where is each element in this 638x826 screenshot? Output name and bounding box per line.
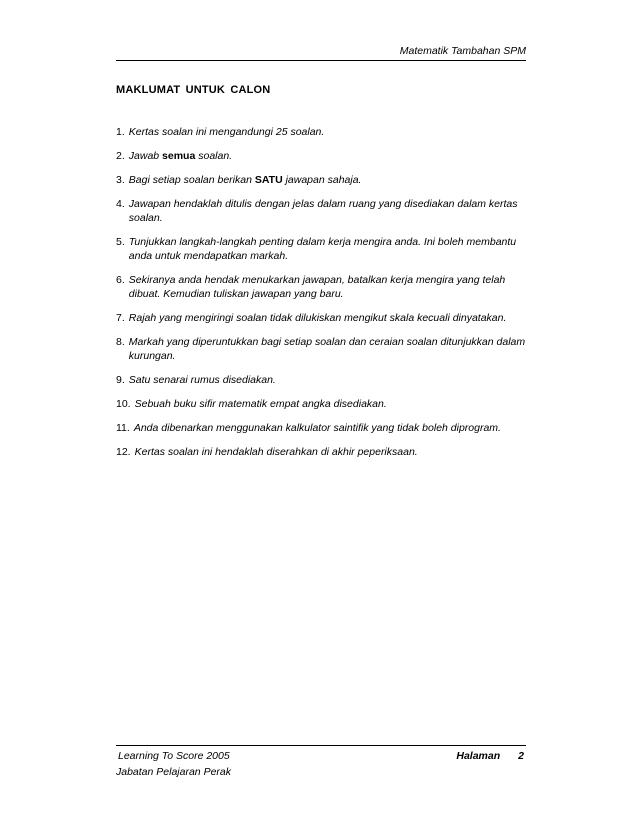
page-footer (116, 745, 526, 778)
item-number: 7. (116, 312, 125, 324)
item-text: Bagi setiap soalan berikan SATU jawapan sahaja. (128, 174, 362, 186)
list-item (116, 235, 526, 263)
item-text: Tunjukkan langkah-langkah penting dalam kerja mengira anda. Ini boleh membantu anda untuk mendapatkan markah. (128, 236, 517, 262)
item-number: 9. (116, 374, 125, 386)
item-number: 12. (116, 446, 131, 458)
emphasis: semua (162, 150, 196, 162)
list-item (116, 421, 526, 435)
section-title: MAKLUMAT UNTUK CALON (116, 84, 271, 96)
page-header (116, 44, 526, 61)
item-number: 4. (116, 198, 125, 210)
list-item (116, 445, 526, 459)
footer-series-title: Learning To Score 2005 (118, 750, 230, 762)
item-text: Sebuah buku sifir matematik empat angka disediakan. (134, 398, 387, 410)
page-label: Halaman (456, 750, 501, 762)
item-text: Jawapan hendaklah ditulis dengan jelas dalam ruang yang disediakan dalam kertas soalan. (128, 198, 518, 224)
item-number: 11. (116, 422, 130, 434)
list-item (116, 397, 526, 411)
item-number: 10. (116, 398, 131, 410)
item-text: Kertas soalan ini mengandungi 25 soalan. (128, 126, 325, 138)
item-number: 1. (116, 126, 125, 138)
item-text: Kertas soalan ini hendaklah diserahkan di akhir peperiksaan. (134, 446, 418, 458)
instructions-list (116, 125, 526, 469)
item-text: Anda dibenarkan menggunakan kalkulator saintifik yang tidak boleh diprogram. (133, 422, 501, 434)
item-number: 3. (116, 174, 125, 186)
item-number: 2. (116, 150, 125, 162)
list-item (116, 125, 526, 139)
footer-department: Jabatan Pelajaran Perak (116, 766, 231, 778)
item-number: 8. (116, 336, 125, 348)
list-item (116, 311, 526, 325)
list-item (116, 335, 526, 363)
item-number: 6. (116, 274, 125, 286)
list-item (116, 273, 526, 301)
list-item (116, 197, 526, 225)
page-number: 2 (518, 750, 524, 762)
item-text: Sekiranya anda hendak menukarkan jawapan, batalkan kerja mengira yang telah dibuat. Kemudian tuliskan jawapan yang baru. (128, 274, 506, 300)
emphasis: SATU (254, 174, 283, 186)
list-item (116, 373, 526, 387)
list-item (116, 173, 526, 187)
item-text: Jawab semua soalan. (128, 150, 233, 162)
page-number-block (456, 750, 524, 762)
header-title: Matematik Tambahan SPM (399, 45, 526, 57)
item-text: Satu senarai rumus disediakan. (128, 374, 276, 386)
item-text: Markah yang diperuntukkan bagi setiap soalan dan ceraian soalan ditunjukkan dalam kurungan. (128, 336, 526, 362)
list-item (116, 149, 526, 163)
item-text: Rajah yang mengiringi soalan tidak dilukiskan mengikut skala kecuali dinyatakan. (128, 312, 507, 324)
item-number: 5. (116, 236, 125, 248)
